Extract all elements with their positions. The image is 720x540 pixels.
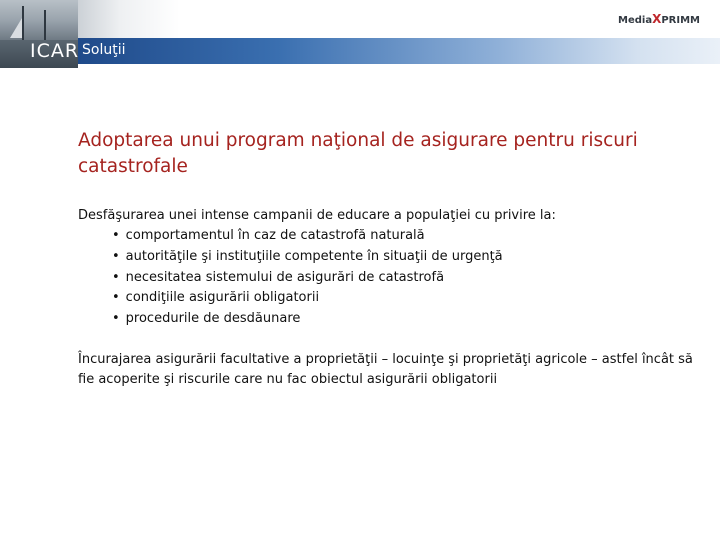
header-strip (78, 38, 720, 64)
brand-prefix: Media (618, 15, 653, 26)
bullet-item: • condiţiile asigurării obligatorii (112, 288, 672, 309)
mast-1 (22, 6, 24, 40)
bullet-item: • procedurile de desdăunare (112, 309, 672, 330)
bullet-item: • autorităţile şi instituţiile competente în situaţii de urgenţă (112, 247, 672, 268)
brand-suffix: PRIMM (661, 15, 700, 26)
brand-x: X (652, 12, 662, 26)
bullet-item: • necesitatea sistemului de asigurări de catastrofă (112, 268, 672, 289)
bullet-list (112, 226, 672, 330)
bullet-item: • comportamentul în caz de catastrofă naturală (112, 226, 672, 247)
mediaxprimm-logo (618, 12, 700, 26)
top-bar (0, 0, 720, 38)
icar-logo: ICAR (30, 40, 80, 62)
sail (10, 18, 22, 38)
page-title: Soluţii (82, 42, 126, 58)
paragraph-campaign: Desfăşurarea unei intense campanii de educare a populaţiei cu privire la: (78, 208, 556, 223)
mast-2 (44, 10, 46, 40)
main-heading: Adoptarea unui program naţional de asigurare pentru riscuri catastrofale (78, 130, 638, 177)
paragraph-optional-insurance: Încurajarea asigurării facultative a proprietăţii – locuinţe şi proprietăţi agricole – astfel încât să fie acoperite şi riscurile care nu fac obiectul asigurării obligatorii (78, 352, 693, 387)
